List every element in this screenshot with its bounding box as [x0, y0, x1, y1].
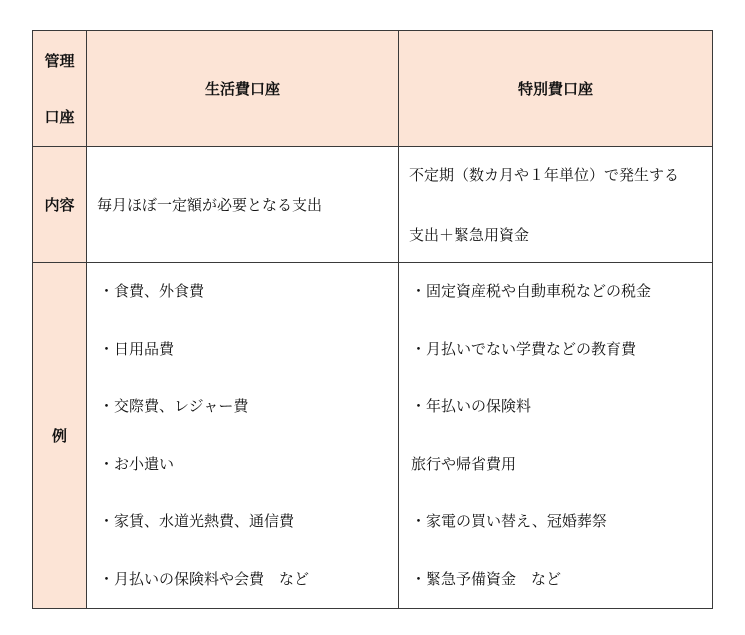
corner-header-cell: [33, 31, 87, 147]
living-content-cell: 毎月ほぼ一定額が必要となる支出: [87, 147, 399, 263]
account-comparison-table: [32, 30, 713, 609]
corner-header-line1: 管理: [44, 51, 75, 70]
content-row-label: 内容: [33, 147, 87, 263]
list-item: ・家賃、水道光熱費、通信費: [99, 512, 295, 530]
list-item: ・月払いでない学費などの教育費: [411, 339, 637, 358]
list-item: ・緊急予備資金 など: [411, 569, 562, 588]
list-item: ・家電の買い替え、冠婚葬祭: [411, 512, 607, 530]
examples-row: [33, 263, 713, 609]
special-examples-cell: [399, 263, 713, 609]
list-item: ・年払いの保険料: [411, 397, 532, 415]
list-item: 旅行や帰省費用: [411, 454, 517, 473]
content-row: [33, 147, 713, 263]
list-item: ・交際費、レジャー費: [99, 397, 249, 415]
header-row: [33, 31, 713, 147]
special-content-line2: 支出＋緊急用資金: [409, 225, 530, 244]
examples-row-label: 例: [33, 263, 87, 609]
special-content-cell: [399, 147, 713, 263]
living-examples-cell: [87, 263, 399, 609]
special-account-header: 特別費口座: [399, 31, 713, 147]
living-examples-list: [87, 263, 398, 608]
list-item: ・固定資産税や自動車税などの税金: [411, 282, 652, 300]
special-content-line1: 不定期（数カ月や１年単位）で発生する: [409, 165, 680, 184]
living-account-header: 生活費口座: [87, 31, 399, 147]
list-item: ・食費、外食費: [99, 282, 205, 300]
list-item: ・お小遣い: [99, 454, 175, 473]
special-examples-list: [399, 263, 712, 608]
list-item: ・日用品費: [99, 339, 175, 358]
corner-header-line2: 口座: [44, 107, 75, 126]
list-item: ・月払いの保険料や会費 など: [99, 569, 310, 588]
